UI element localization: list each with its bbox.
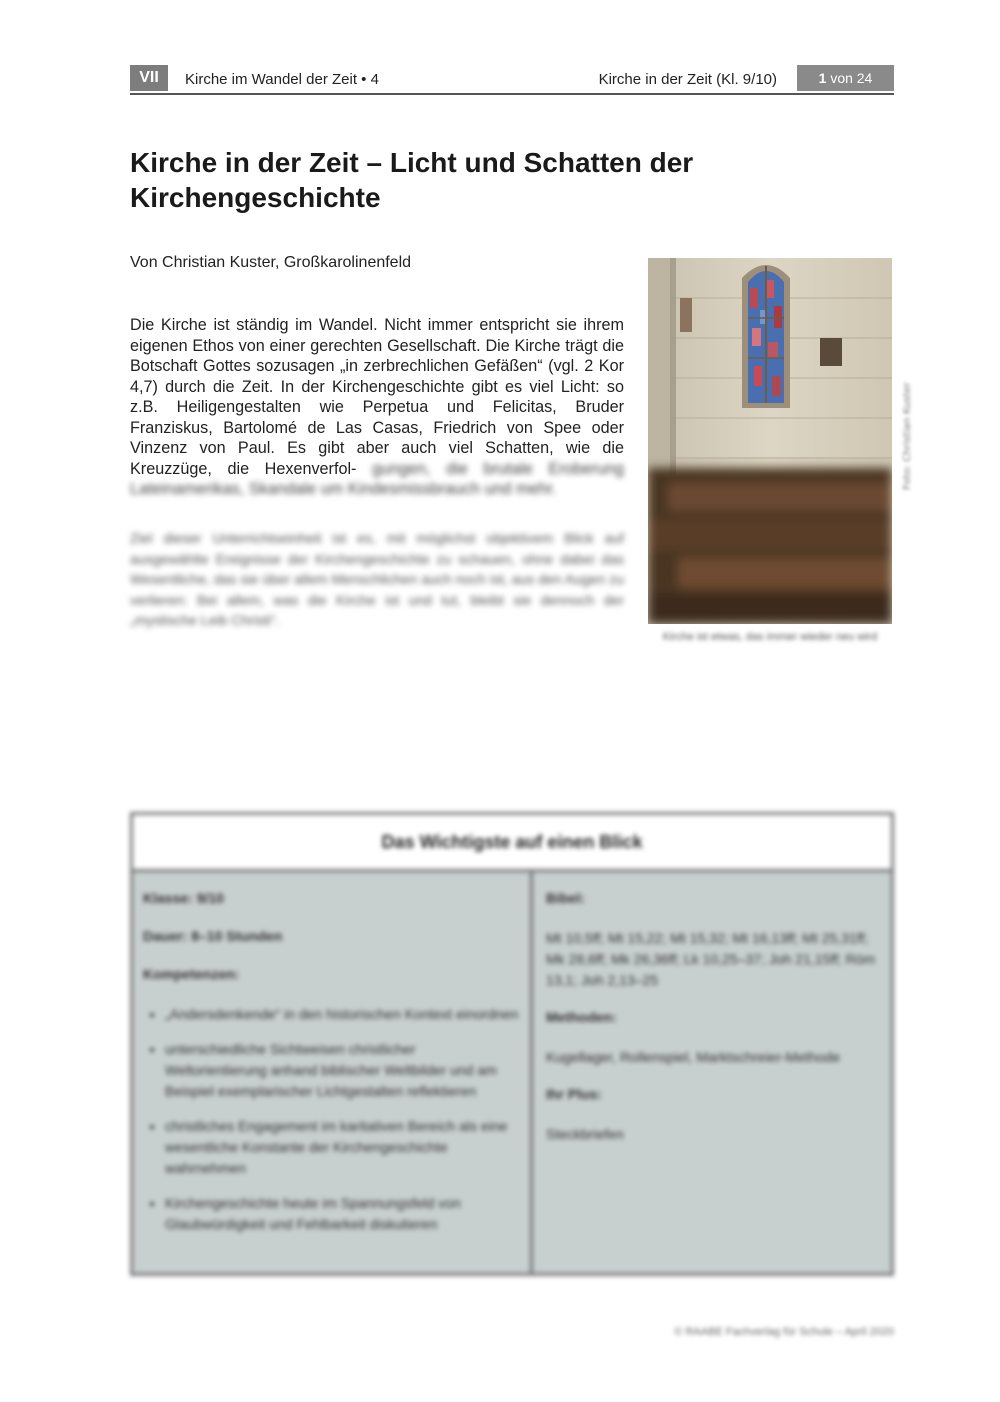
footer-copyright: © RAABE Fachverlag für Schule – April 2020 — [674, 1326, 894, 1338]
bibel-text: Mt 10,5ff; Mt 15,22; Mt 15,32; Mt 16,13ff; Mt 25,31ff; Mk 28,6ff; Mk 26,36ff; Lk 10,25–37; Joh 21,15ff; Röm 13,1; Joh 2,13–25 — [546, 930, 876, 988]
page-label: von 24 — [830, 70, 873, 86]
summary-left-column — [133, 872, 533, 1273]
kompetenzen-list — [143, 1004, 520, 1235]
intro-visible-text: Die Kirche ist ständig im Wandel. Nicht immer entspricht sie ihrem eigenen Ethos von einer gerechten Gesellschaft. Die Kirche trägt die Botschaft Gottes sozusagen „in zerbrechlichen Gefäßen“ (vgl. 2 Kor 4,7) durch die Zeit. In der Kirchengeschichte gibt es viel Licht: so z.B. Heiligengestalten wie Perpetua und Felicitas, Bruder Franziskus, Bartolomé de Las Casas, Friedrich von Spee oder Vinzenz von Paul. Es gibt aber auch viel Schatten, wie die Kreuzzüge, die Hexenverfol- — [130, 316, 624, 478]
intro-blurred-text: gungen, die brutale Eroberung Lateinamerikas, Skandale um Kindesmissbrauch und mehr. — [130, 459, 625, 498]
methoden-heading: Methoden: — [546, 1009, 617, 1025]
page-header — [130, 65, 894, 95]
dauer-label: Dauer: 8–10 Stunden — [143, 928, 283, 944]
unit-title: Kirche in der Zeit (Kl. 9/10) — [598, 71, 777, 88]
kompetenzen-heading: Kompetenzen: — [143, 966, 240, 982]
plus-text: Steckbriefen — [546, 1126, 624, 1142]
list-item: • „Andersdenkende“ in den historischen Kontext einordnen — [165, 1004, 520, 1025]
goal-paragraph: Ziel dieser Unterrichtseinheit ist es, mit möglichst objektivem Blick auf ausgewählte Ereignisse der Kirchengeschichte zu schauen, ohne dabei das Wesentliche, das sie über allem Menschlichen auch noch ist, aus den Augen zu verlieren: Bei allem, was die Kirche ist und tut, bleibt sie dennoch der „mystische Leib Christi“. — [130, 530, 624, 628]
list-item: • christliches Engagement im karitativen Bereich als eine wesentliche Konstante der Kirchengeschichte wahrnehmen — [165, 1116, 520, 1179]
photo-credit: Foto: Christian Kuster — [902, 382, 913, 490]
series-title: Kirche im Wandel der Zeit • 4 — [185, 71, 379, 88]
summary-heading: Das Wichtigste auf einen Blick — [133, 815, 891, 872]
photo-caption: Kirche ist etwas, das immer wieder neu wird — [662, 631, 878, 643]
list-item: • Kirchengeschichte heute im Spannungsfeld von Glaubwürdigkeit und Fehlbarkeit diskutieren — [165, 1193, 520, 1235]
klasse-label: Klasse: 9/10 — [143, 890, 224, 906]
list-item: • unterschiedliche Sichtweisen christlicher Weltorientierung anhand biblischer Weltbilder und am Beispiel exemplarischer Lichtgestalten reflektieren — [165, 1039, 520, 1102]
page-indicator — [797, 65, 894, 91]
intro-paragraph — [130, 315, 624, 500]
bibel-heading: Bibel: — [546, 890, 585, 906]
page-title: Kirche in der Zeit – Licht und Schatten der Kirchengeschichte — [130, 147, 694, 213]
summary-right-column — [536, 872, 891, 1273]
methoden-text: Kugellager, Rollenspiel, Marktschreier-Methode — [546, 1049, 841, 1065]
church-interior-photo — [648, 258, 892, 624]
plus-heading: Ihr Plus: — [546, 1086, 603, 1102]
summary-box — [130, 812, 894, 1276]
page-current: 1 — [818, 70, 827, 86]
author-line: Von Christian Kuster, Großkarolinenfeld — [130, 254, 412, 271]
section-badge: VII — [130, 65, 168, 91]
